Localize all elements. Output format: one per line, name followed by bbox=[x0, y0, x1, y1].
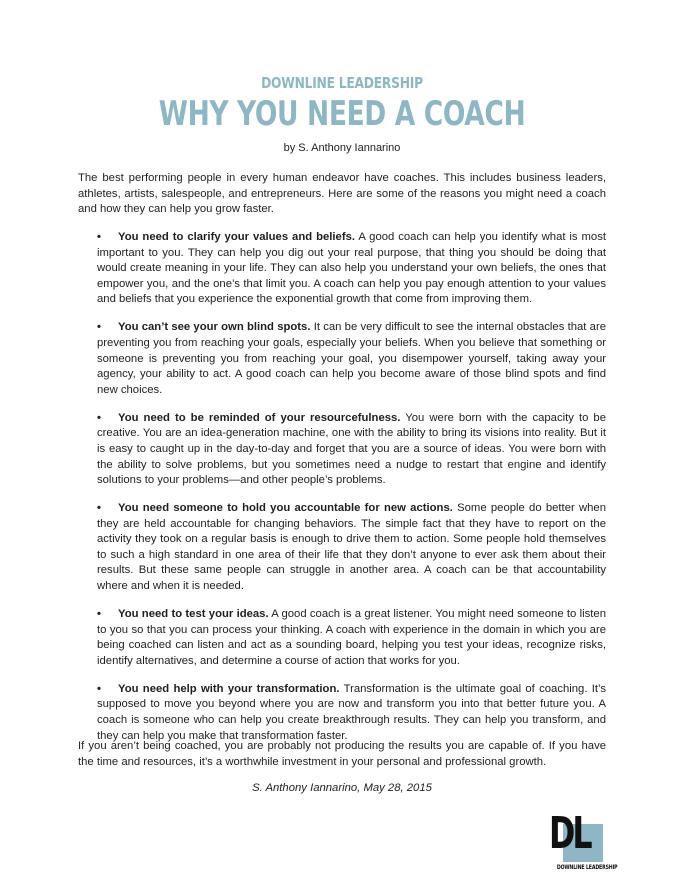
list-item-text: Transformation is the ultimate goal of coaching. It’s supposed to move you beyond where you are now and transform you into that better future you. A coach is someone who can help you create breakthrough results. They can help you transform, and they can help you make that transformation faster. bbox=[97, 682, 607, 742]
bullet-glyph: • bbox=[97, 682, 101, 695]
list-item bbox=[97, 320, 606, 398]
list-item bbox=[97, 607, 606, 669]
signature: S. Anthony Iannarino, May 28, 2015 bbox=[252, 782, 432, 794]
logo-letters: DL bbox=[549, 808, 590, 859]
downline-leadership-logo bbox=[549, 808, 618, 874]
list-item-lead: You need to clarify your values and beliefs. bbox=[118, 231, 356, 243]
page-title: WHY YOU NEED A COACH bbox=[158, 94, 526, 134]
list-item bbox=[97, 230, 606, 308]
list-item-text: A good coach can help you identify what is most important to you. They can help you dig out your real purpose, that thing you should be doing that would create meaning in your life. They can also help you understand your own beliefs, the ones that empower you, and the one’s that limit you. A coach can help you pay enough attention to your values and beliefs that you experience the exponential growth that come from improving them. bbox=[97, 231, 606, 306]
list-item-lead: You need to test your ideas. bbox=[118, 608, 269, 621]
bullet-glyph: • bbox=[97, 411, 101, 424]
list-item-text: It can be very difficult to see the internal obstacles that are preventing you from reaching your goals, especially your beliefs. When you believe that something or someone is preventing you from reaching your goal, you disempower yourself, taking away your agency, your ability to act. A good coach can help you become aware of those blind spots and find new choices. bbox=[97, 321, 606, 396]
reasons-list bbox=[97, 230, 606, 757]
list-item-lead: You need help with your transformation. bbox=[118, 682, 340, 695]
closing-paragraph: If you aren’t being coached, you are probably not producing the results you are capable of. If you have the time and resources, it’s a worthwhile investment in your personal and professional growth. bbox=[78, 740, 606, 768]
bullet-glyph: • bbox=[97, 321, 101, 334]
bullet-glyph: • bbox=[97, 231, 101, 243]
list-item-text: You were born with the capacity to be creative. You are an idea-generation machine, one with the ability to bring its visions into reality. But it is easy to caught up in the day-to-day and forget that you are a source of ideas. You were born with the ability to solve problems, but you sometimes need a nudge to restart that engine and identify solutions to your problems—and other people’s problems. bbox=[97, 411, 606, 487]
bullet-glyph: • bbox=[97, 502, 101, 515]
byline: by S. Anthony Iannarino bbox=[283, 142, 401, 154]
list-item-text: Some people do better when they are held accountable for changing behaviors. The simple fact that they have to report on the activity they took on a regular basis is enough to drive them to action. Some people hold themselves to such a high standard in one area of their life that they don’t anyone to ever ask them about their results. But these same people can struggle in another area. A coach can be that accountability where and when it is needed. bbox=[97, 502, 606, 593]
intro-paragraph: The best performing people in every human endeavor have coaches. This includes business leaders, athletes, artists, salespeople, and entrepreneurs. Here are some of the reasons you might need a coach and how they can help you grow faster. bbox=[78, 172, 606, 216]
list-item-lead: You can’t see your own blind spots. bbox=[118, 321, 311, 334]
list-item bbox=[97, 411, 606, 489]
series-kicker: DOWNLINE LEADERSHIP bbox=[261, 74, 423, 92]
list-item-lead: You need someone to hold you accountable for new actions. bbox=[118, 502, 453, 515]
bullet-glyph: • bbox=[97, 608, 101, 621]
list-item-lead: You need to be reminded of your resourcefulness. bbox=[118, 411, 401, 424]
list-item-text: A good coach is a great listener. You might need someone to listen to you so that you can process your thinking. A coach with experience in the domain in which you are being coached can listen and act as a sounding board, helping you test your ideas, recognize risks, identify alternatives, and determine a course of action that works for you. bbox=[97, 608, 606, 667]
list-item bbox=[97, 682, 606, 744]
list-item bbox=[97, 501, 606, 595]
logo-tagline: DOWNLINE LEADERSHIP bbox=[556, 863, 618, 871]
